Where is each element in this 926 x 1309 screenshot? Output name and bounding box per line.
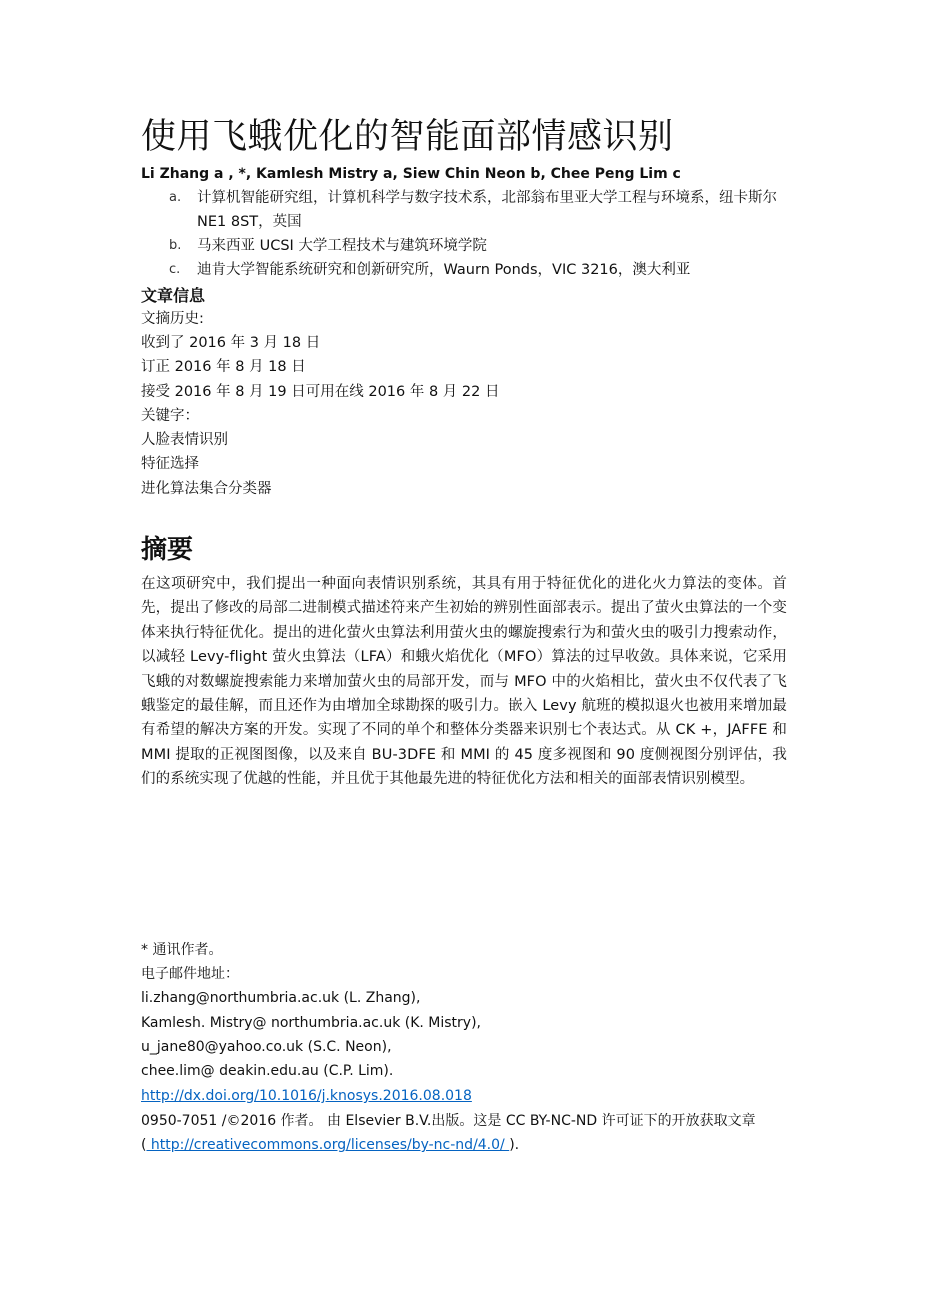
abstract-body: 在这项研究中，我们提出一种面向表情识别系统，其具有用于特征优化的进化火力算法的变体。首先，提出了修改的局部二进制模式描述符来产生初始的辨别性面部表示。提出了萤火虫算法的一个变体来执行特征优化。提出的进化萤火虫算法利用萤火虫的螺旋搜索行为和萤火虫的吸引力搜索动作，以减轻 Levy-flight 萤火虫算法（LFA）和蛾火焰优化（MFO）算法的过早收敛。具体来说，它采用飞蛾的对数螺旋搜索能力来增加萤火虫的局部开发，而与 MFO 中的火焰相比，萤火虫不仅代表了飞蛾鉴定的最佳解，而且还作为由增加全球勘探的吸引力。嵌入 Levy 航班的模拟退火也被用来增加最有希望的解决方案的开发。实现了不同的单个和整体分类器来识别七个表达式。从 CK +，JAFFE 和 MMI 提取的正视图图像，以及来自 BU-3DFE 和 MMI 的 45 度多视图和 90 度侧视图分别评估，我们的系统实现了优越的性能，并且优于其他最先进的特征优化方法和相关的面部表情识别模型。 <box>141 576 787 788</box>
email-line: chee.lim@ deakin.edu.au (C.P. Lim). <box>141 1063 394 1079</box>
history-label: 文摘历史: <box>141 311 204 327</box>
affiliation-text: 迪肯大学智能系统研究和创新研究所，Waurn Ponds，VIC 3216，澳大利亚 <box>197 262 691 278</box>
corresponding-note: * 通讯作者。 <box>141 942 223 958</box>
accepted-date: 接受 2016 年 8 月 19 日可用在线 2016 年 8 月 22 日 <box>141 384 500 400</box>
article-info-heading: 文章信息 <box>141 286 206 305</box>
affiliation-text: 马来西亚 UCSI 大学工程技术与建筑环境学院 <box>197 238 487 254</box>
paper-title: 使用飞蛾优化的智能面部情感识别 <box>141 117 674 157</box>
keywords-label: 关键字： <box>141 408 199 424</box>
email-label: 电子邮件地址： <box>141 966 239 982</box>
author-list: Li Zhang a , *, Kamlesh Mistry a, Siew Chin Neon b, Chee Peng Lim c <box>141 166 681 182</box>
license-link[interactable]: http://creativecommons.org/licenses/by-nc-nd/4.0/ <box>146 1137 510 1153</box>
doi-link[interactable]: http://dx.doi.org/10.1016/j.knosys.2016.08.018 <box>141 1088 472 1104</box>
keyword-item: 特征选择 <box>141 456 199 472</box>
license-block <box>141 1109 791 1157</box>
license-text: 0950-7051 /©2016 作者。 由 Elsevier B.V.出版。这是 CC BY-NC-ND 许可证下的开放获取文章 <box>141 1113 756 1129</box>
doi-line <box>141 1084 472 1109</box>
affiliation-mark: c. <box>169 262 181 277</box>
received-date: 收到了 2016 年 3 月 18 日 <box>141 335 321 351</box>
affiliation-mark: b. <box>169 238 182 253</box>
email-line: Kamlesh. Mistry@ northumbria.ac.uk (K. Mistry), <box>141 1015 481 1031</box>
license-open-paren: ( <box>141 1137 147 1153</box>
email-line: li.zhang@northumbria.ac.uk (L. Zhang), <box>141 990 421 1006</box>
keyword-item: 人脸表情识别 <box>141 432 228 448</box>
affiliation-text: 计算机智能研究组，计算机科学与数字技术系，北部翁布里亚大学工程与环境系，纽卡斯尔 NE1 8ST，英国 <box>197 190 777 230</box>
keyword-item: 进化算法集合分类器 <box>141 481 272 497</box>
license-close-paren: ). <box>509 1137 520 1153</box>
abstract-heading: 摘要 <box>141 535 194 565</box>
affiliation-mark: a. <box>169 190 182 205</box>
email-line: u_jane80@yahoo.co.uk (S.C. Neon), <box>141 1039 392 1055</box>
revised-date: 订正 2016 年 8 月 18 日 <box>141 359 306 375</box>
